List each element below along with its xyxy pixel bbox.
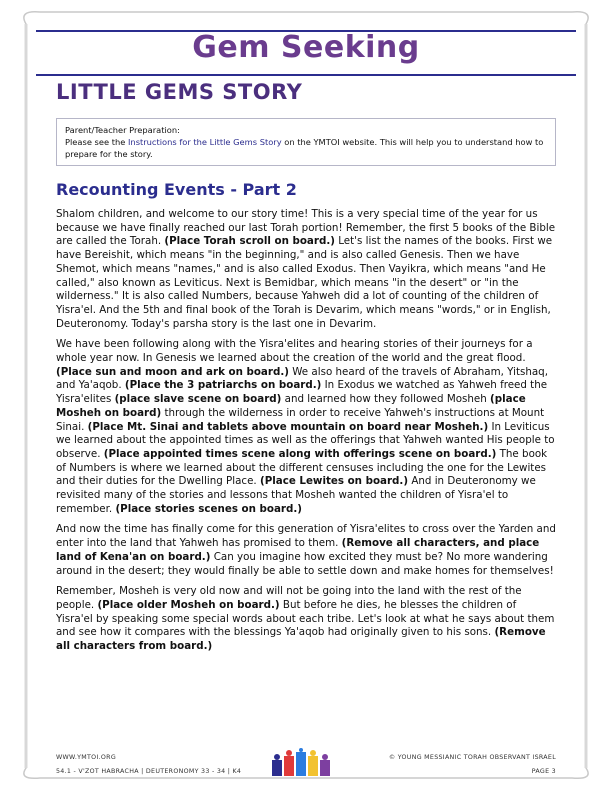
stage-direction: (Place Mt. Sinai and tablets above mountain on board near Mosheh.) [87, 420, 489, 433]
page-title: Gem Seeking [192, 30, 420, 65]
story-paragraph [56, 208, 556, 331]
story-text: through the wilderness in order to receive Yahweh's instructions at Mount Sinai. [56, 406, 545, 433]
story-text: And in Deuteronomy we revisited many of the stories and lessons that Mosheh wanted the children of Yisra'el to remember. [56, 475, 536, 515]
story-text: In Leviticus we learned about the appointed times as well as the offerings that Yahweh wanted His people to observe. [56, 420, 555, 460]
stage-direction: (Place stories scenes on board.) [115, 502, 302, 515]
instructions-link[interactable]: Instructions for the Little Gems Story [127, 137, 282, 147]
stage-direction: (place slave scene on board) [114, 393, 282, 406]
story-subtitle: Recounting Events - Part 2 [56, 180, 297, 199]
footer-copyright: © YOUNG MESSIANIC TORAH OBSERVANT ISRAEL [388, 754, 556, 761]
story-text: In Exodus we watched as Yahweh freed the Yisra'elites [56, 379, 548, 406]
stage-direction: (Remove all characters, and place land of Kena'an on board.) [56, 537, 540, 563]
footer-portion: 54.1 - V'ZOT HABRACHA | DEUTERONOMY 33 - 34 | K4 [56, 768, 242, 775]
story-text: and learned how they followed Mosheh [281, 393, 491, 406]
story-text: Remember, Mosheh is very old now and will not be going into the land with the rest of the people. [56, 585, 522, 611]
stage-direction: (place Mosheh on board) [56, 393, 526, 419]
stage-direction: (Place appointed times scene along with offerings scene on board.) [103, 447, 497, 460]
preparation-text-before: Please see the [65, 137, 128, 147]
preparation-heading: Parent/Teacher Preparation: [65, 125, 180, 135]
story-text: We have been following along with the Yisra'elites and hearing stories of their journeys for a whole year now. In Genesis we learned about the creation of the world and the great flood. [56, 338, 533, 365]
stage-direction: (Place older Mosheh on board.) [97, 598, 280, 611]
story-text: Let's list the names of the books. First we have Bereishit, which means "in the beginning," and is also called Genesis. Then we have Shemot, which means "names," and is also called Exodus. Then Vayikra, which means "and He called," also known as Leviticus. Next is Bemidbar, which means "in the desert" or "in the wilderness." It is also called Numbers, because Yahweh did a lot of counting of the children of Yisra'el. And the 5th and final book of the Torah is Devarim, which means "words," or in English, Deuteronomy. Today's parsha story is the last one in Devarim. [56, 235, 553, 330]
footer-website: WWW.YMTOI.ORG [56, 754, 117, 761]
stage-direction: (Place Lewites on board.) [259, 475, 409, 488]
stage-direction: (Place sun and moon and ark on board.) [56, 365, 289, 378]
story-text: We also heard of the travels of Abraham, Yitshaq, and Ya'aqob. [56, 365, 548, 392]
stage-direction: (Place the 3 patriarchs on board.) [124, 379, 322, 392]
story-text: Shalom children, and welcome to our story time! This is a very special time of the year for us because we have finally reached our last Torah portion! Remember, the first 5 books of the Bible are called the Torah. [56, 208, 556, 248]
footer-page-number: PAGE 3 [531, 768, 556, 775]
story-text: But before he dies, he blesses the children of Yisra'el by speaking some special words about each tribe. Let's look at what he says about them and see how it compares with the blessings Ya'aqob had originally given to his sons. [56, 598, 555, 639]
section-title: LITTLE GEMS STORY [56, 80, 303, 104]
story-text: Can you imagine how excited they must be? No more wandering around in the desert; they would finally be able to settle down and make homes for themselves! [56, 550, 554, 577]
ymtoi-logo [270, 748, 340, 778]
story-body [56, 208, 556, 661]
preparation-text-after: on the YMTOI website. This will help you to understand how to prepare for the story. [65, 137, 544, 159]
preparation-text [65, 136, 547, 160]
story-paragraph [56, 585, 556, 654]
story-text: And now the time has finally come for this generation of Yisra'elites to cross over the Yarden and enter into the land that Yahweh has promised to them. [56, 523, 556, 550]
story-text: The book of Numbers is where we learned about the different censuses including the one for the Lewites and their duties for the Dwelling Place. [56, 447, 548, 488]
story-paragraph [56, 523, 556, 578]
header-band [36, 30, 576, 76]
story-paragraph [56, 338, 556, 516]
preparation-box [56, 118, 556, 166]
stage-direction: (Place Torah scroll on board.) [164, 235, 335, 248]
stage-direction: (Remove all characters from board.) [56, 626, 546, 653]
